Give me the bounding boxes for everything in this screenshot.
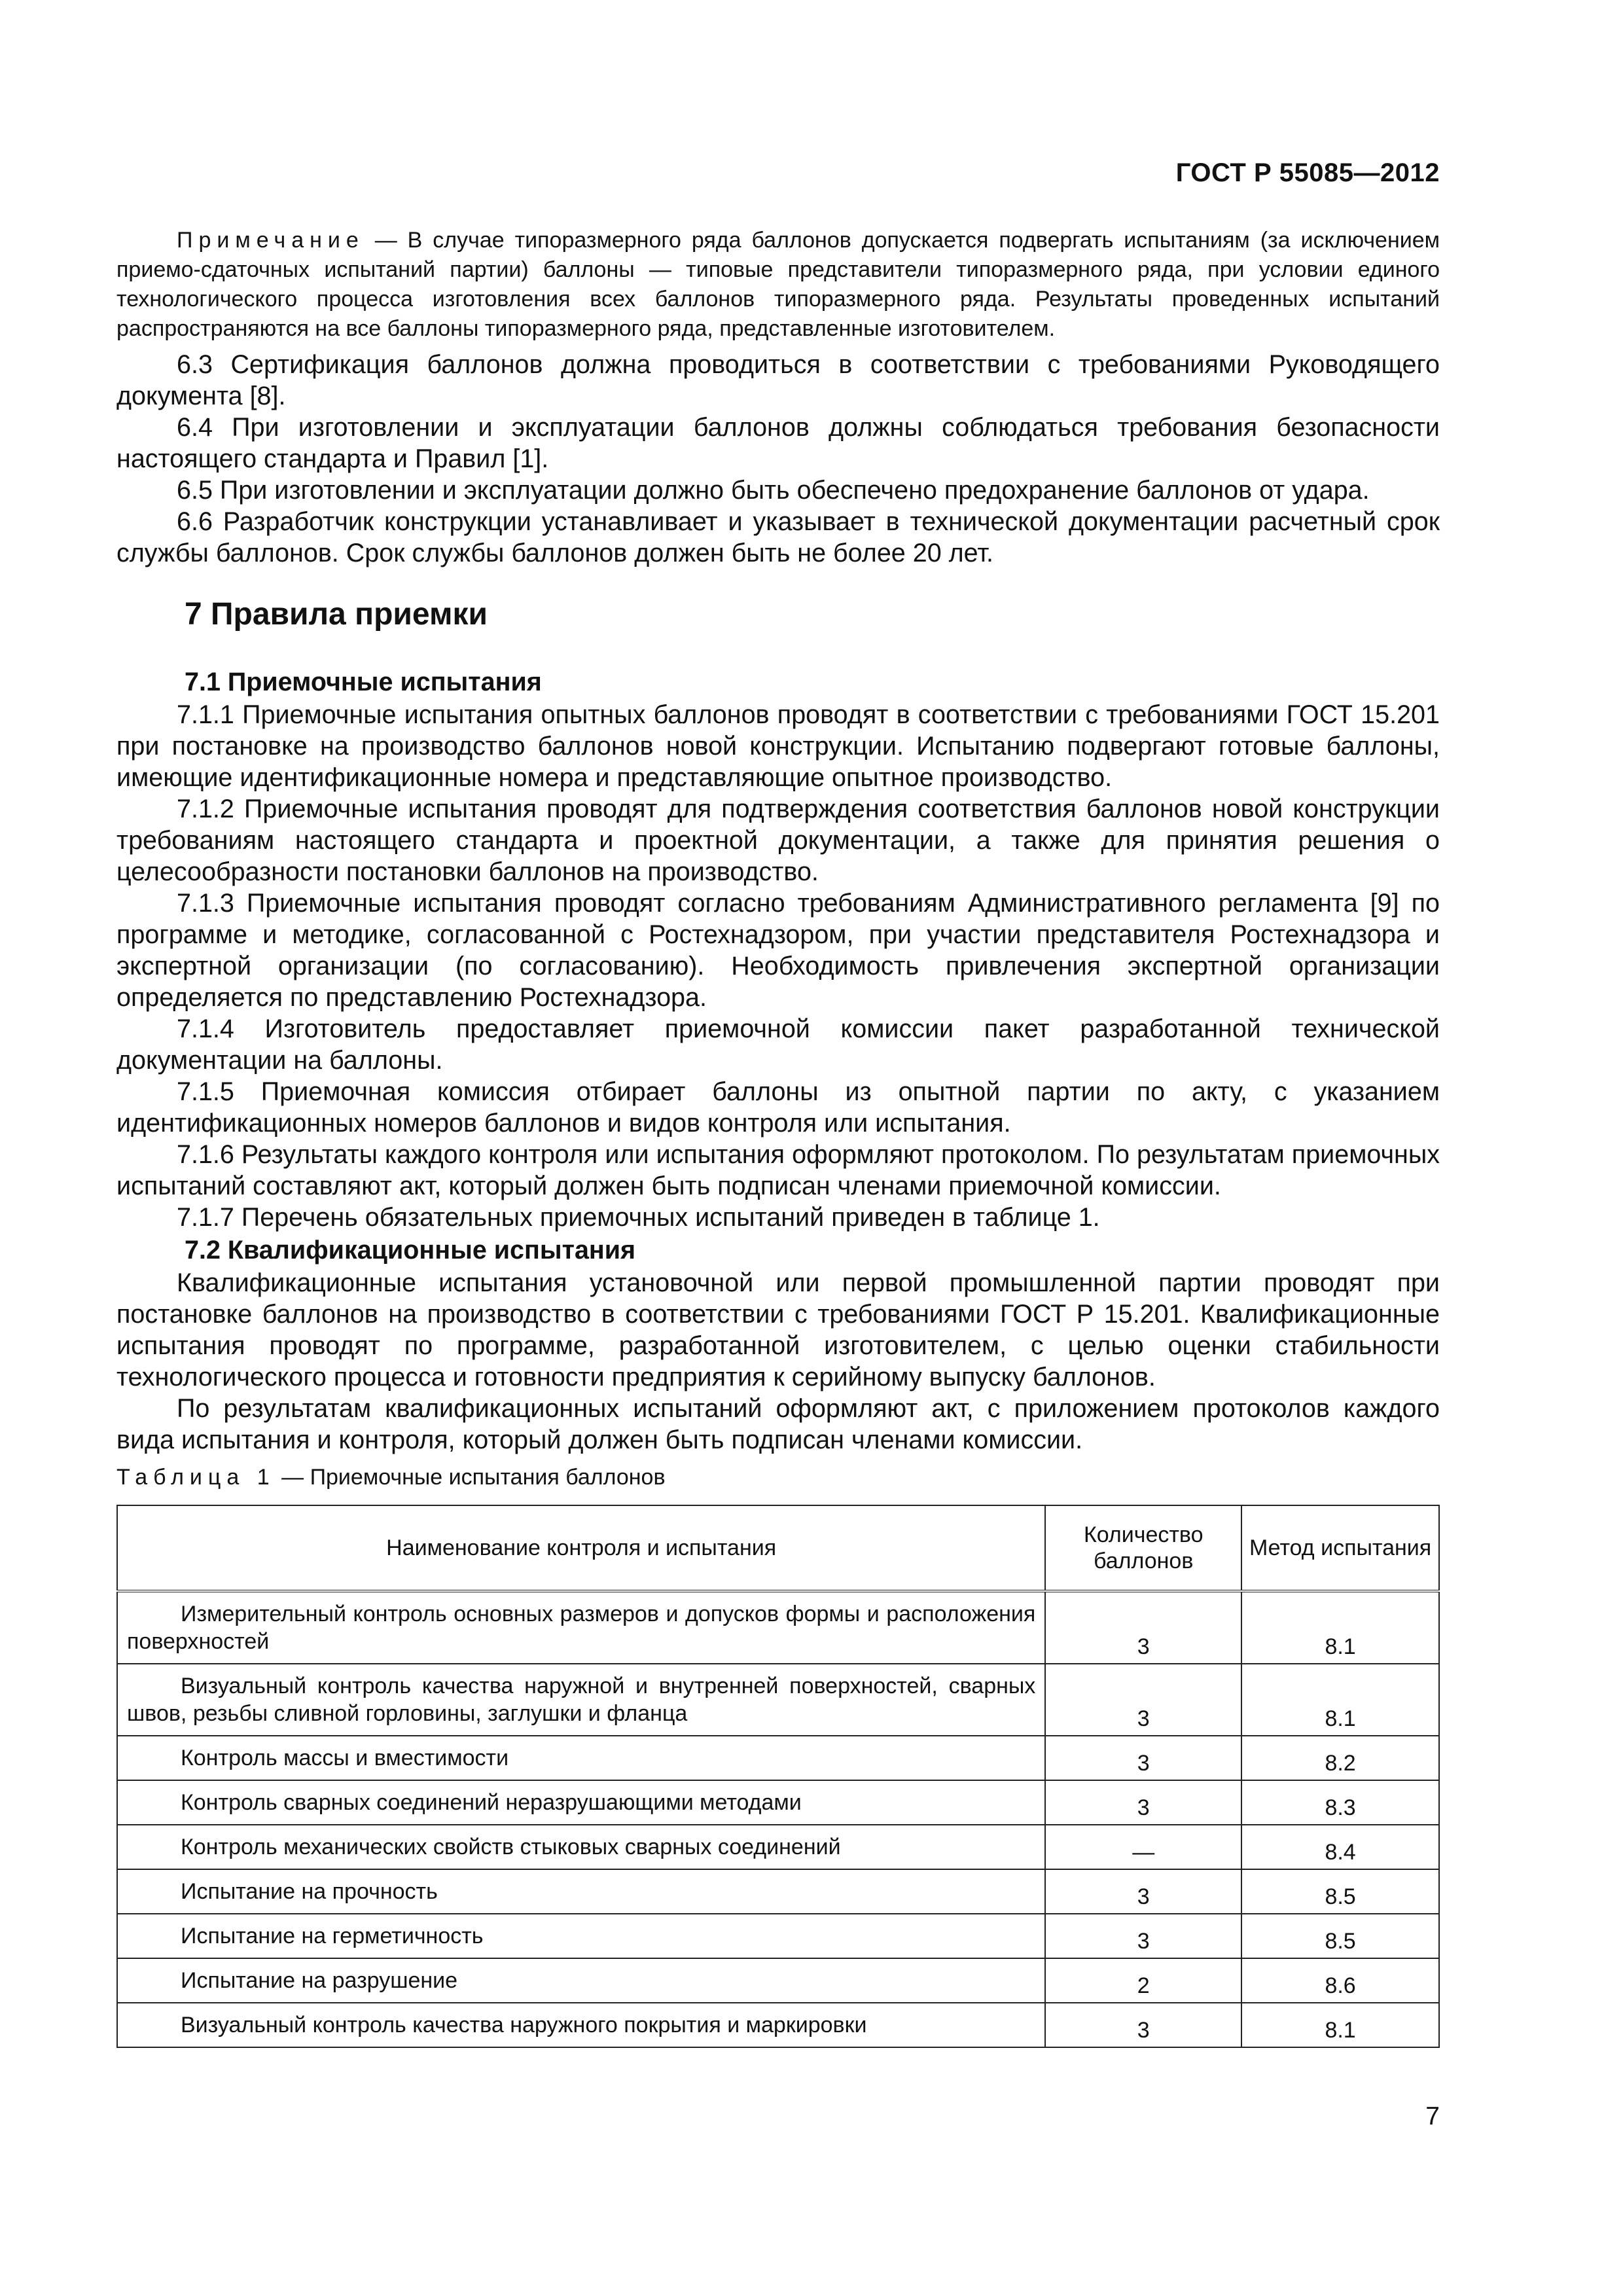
cell-count: — [1045, 1825, 1241, 1869]
cell-count: 3 [1045, 1664, 1241, 1736]
paragraph-7-1-3: 7.1.3 Приемочные испытания проводят согласно требованиям Административного регламента [9] по программе и методике, согласованной с Ростехнадзором, при участии представителя Ростехнадзора и экспертной организации (по согласованию). Необходимость привлечения экспертной организации определяется по представлению Ростехнадзора. [116, 889, 1440, 1012]
header-method: Метод испытания [1241, 1505, 1439, 1591]
cell-method: 8.1 [1241, 1591, 1439, 1664]
cell-name: Измерительный контроль основных размеров и допусков формы и расположения поверхностей [117, 1591, 1045, 1664]
cell-method: 8.4 [1241, 1825, 1439, 1869]
subsection-7-2-title: 7.2 Квалификационные испытания [185, 1236, 636, 1265]
cell-method: 8.1 [1241, 1664, 1439, 1736]
paragraph-7-1-4: 7.1.4 Изготовитель предоставляет приемочной комиссии пакет разработанной технической документации на баллоны. [116, 1014, 1440, 1075]
cell-method: 8.5 [1241, 1869, 1439, 1914]
paragraph-6-5: 6.5 При изготовлении и эксплуатации должно быть обеспечено предохранение баллонов от удара. [177, 476, 1370, 505]
cell-name: Визуальный контроль качества наружной и внутренней поверхностей, сварных швов, резьбы сливной горловины, заглушки и фланца [117, 1664, 1045, 1736]
note-label: Примечание [177, 228, 365, 253]
paragraph-7-1-2: 7.1.2 Приемочные испытания проводят для подтверждения соответствия баллонов новой конструкции требованиям настоящего стандарта и проектной документации, а также для принятия решения о целесообразности постановки баллонов на производство. [116, 795, 1440, 886]
table-row [117, 1825, 1439, 1869]
table-caption [116, 1465, 1440, 1490]
cell-method: 8.3 [1241, 1780, 1439, 1825]
acceptance-tests-table [116, 1505, 1440, 2048]
table-caption-text: — Приемочные испытания баллонов [281, 1465, 666, 1490]
cell-count: 3 [1045, 1736, 1241, 1780]
cell-count: 3 [1045, 1591, 1241, 1664]
paragraph-7-2-a: Квалификационные испытания установочной или первой промышленной партии проводят при постановке баллонов на производство в соответствии с требованиями ГОСТ Р 15.201. Квалификационные испытания проводят по программе, разработанной изготовителем, с целью оценки стабильности технологического процесса и готовности предприятия к серийному выпуску баллонов. [116, 1268, 1440, 1391]
table-row [117, 1958, 1439, 2003]
table-row [117, 1780, 1439, 1825]
paragraph-6-6: 6.6 Разработчик конструкции устанавливает и указывает в технической документации расчетный срок службы баллонов. Срок службы баллонов должен быть не более 20 лет. [116, 507, 1440, 567]
paragraph-7-1-5: 7.1.5 Приемочная комиссия отбирает баллоны из опытной партии по акту, с указанием идентификационных номеров баллонов и видов контроля или испытания. [116, 1077, 1440, 1138]
cell-count: 3 [1045, 1869, 1241, 1914]
note-paragraph [116, 226, 1440, 344]
cell-name: Испытание на герметичность [117, 1914, 1045, 1958]
subsection-7-1-title: 7.1 Приемочные испытания [185, 668, 542, 696]
cell-name: Контроль массы и вместимости [117, 1736, 1045, 1780]
table-row [117, 1664, 1439, 1736]
cell-method: 8.1 [1241, 2003, 1439, 2047]
header-count: Количество баллонов [1045, 1505, 1241, 1591]
cell-count: 3 [1045, 2003, 1241, 2047]
cell-count: 3 [1045, 1914, 1241, 1958]
cell-name: Испытание на разрушение [117, 1958, 1045, 2003]
cell-name: Контроль механических свойств стыковых сварных соединений [117, 1825, 1045, 1869]
cell-count: 3 [1045, 1780, 1241, 1825]
paragraph-7-1-1: 7.1.1 Приемочные испытания опытных баллонов проводят в соответствии с требованиями ГОСТ 15.201 при постановке на производство баллонов новой конструкции. Испытанию подвергают готовые баллоны, имеющие идентификационные номера и представляющие опытное производство. [116, 700, 1440, 792]
paragraph-6-4: 6.4 При изготовлении и эксплуатации баллонов должны соблюдаться требования безопасности настоящего стандарта и Правил [1]. [116, 413, 1440, 473]
table-row [117, 1869, 1439, 1914]
table-row [117, 1736, 1439, 1780]
page-number: 7 [1425, 2102, 1440, 2130]
cell-method: 8.2 [1241, 1736, 1439, 1780]
paragraph-7-2-b: По результатам квалификационных испытаний оформляют акт, с приложением протоколов каждого вида испытания и контроля, который должен быть подписан членами комиссии. [116, 1394, 1440, 1454]
document-id-header: ГОСТ Р 55085—2012 [1175, 158, 1440, 187]
page-content [116, 226, 1440, 2048]
cell-name: Контроль сварных соединений неразрушающими методами [117, 1780, 1045, 1825]
table-row [117, 1591, 1439, 1664]
document-page [116, 0, 1440, 2296]
cell-method: 8.5 [1241, 1914, 1439, 1958]
paragraph-6-3: 6.3 Сертификация баллонов должна проводиться в соответствии с требованиями Руководящего документа [8]. [116, 350, 1440, 410]
paragraph-7-1-7: 7.1.7 Перечень обязательных приемочных испытаний приведен в таблице 1. [177, 1203, 1100, 1232]
section-7-title: 7 Правила приемки [185, 597, 488, 632]
paragraph-7-1-6: 7.1.6 Результаты каждого контроля или испытания оформляют протоколом. По результатам приемочных испытаний составляют акт, который должен быть подписан членами приемочной комиссии. [116, 1140, 1440, 1200]
table-row [117, 2003, 1439, 2047]
table-header-row [117, 1505, 1439, 1591]
cell-count: 2 [1045, 1958, 1241, 2003]
table-caption-label: Таблица 1 [116, 1465, 276, 1490]
note-text: — В случае типоразмерного ряда баллонов допускается подвергать испытаниям (за исключением приемо-сдаточных испытаний партии) баллоны — типовые представители типоразмерного ряда, при условии единого технологического процесса изготовления всех баллонов типоразмерного ряда. Результаты проведенных испытаний распространяются на все баллоны типоразмерного ряда, представленные изготовителем. [116, 228, 1440, 341]
cell-name: Визуальный контроль качества наружного покрытия и маркировки [117, 2003, 1045, 2047]
table-row [117, 1914, 1439, 1958]
cell-name: Испытание на прочность [117, 1869, 1045, 1914]
header-name: Наименование контроля и испытания [117, 1505, 1045, 1591]
cell-method: 8.6 [1241, 1958, 1439, 2003]
